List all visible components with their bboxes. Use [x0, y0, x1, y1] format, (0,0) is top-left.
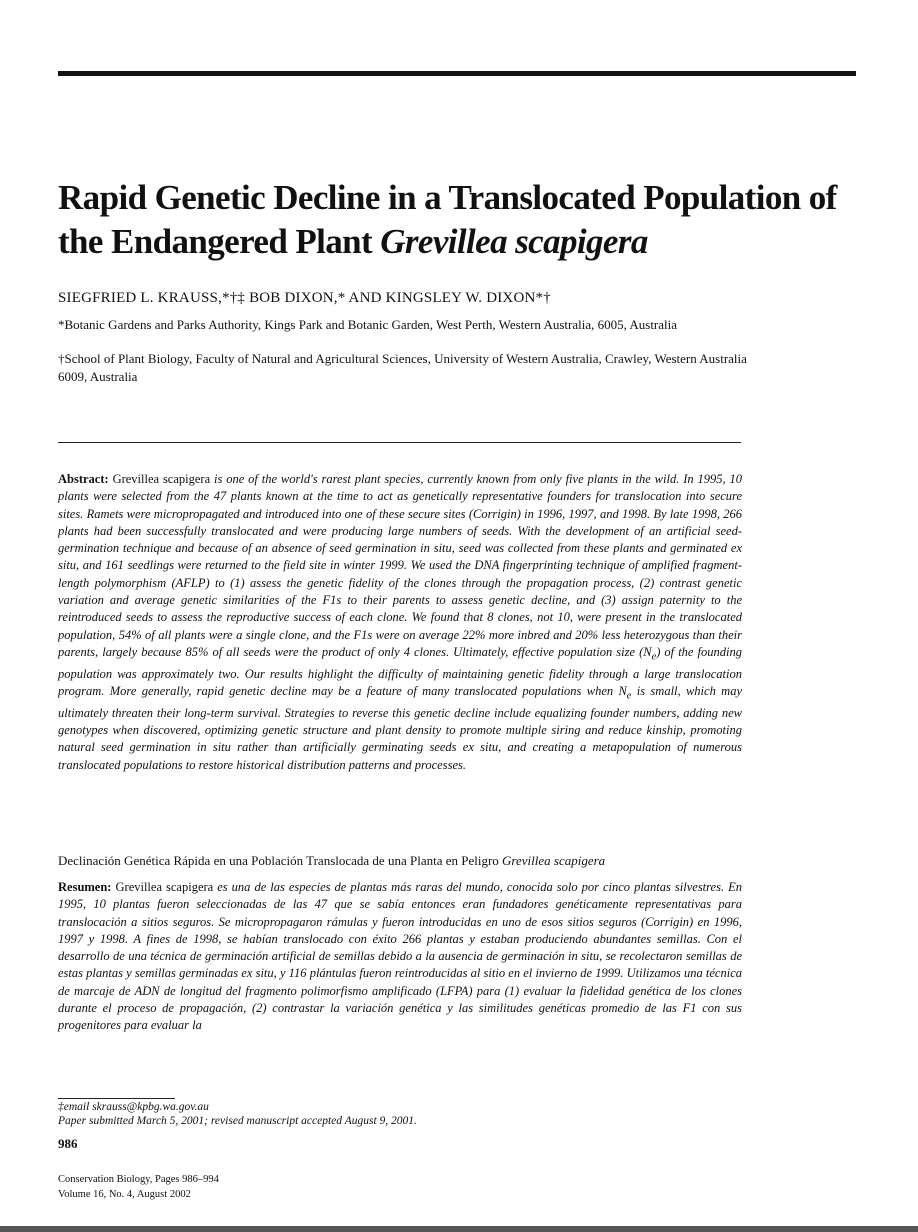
- abstract-text-1: is one of the world's rarest plant species, currently known from only five plants in the wild. In 1995, 10 plants were selected from the 47 plants known at the time to act as genetically representative founders for translocation into secure sites. Ramets were micropropagated and introduced into one of these secure sites (Corrigin) in 1996, 1997, and 1998. By late 1998, 266 plants had been successfully translocated and were producing large numbers of seeds. With the development of an artificial seed-germination technique and because of an absence of seed germination in situ, seed was collected from these plants and germinated ex situ, and 161 seedlings were returned to the field site in winter 1999. We used the DNA fingerprinting technique of amplified fragment-length polymorphism (AFLP) to (1) assess the genetic fidelity of the clones through the propagation process, (2) contrast genetic variation and average genetic similarities of the F1s to their parents to assess genetic decline, and (3) assign paternity to the reintroduced seeds to assess the reproductive success of each clone. We found that 8 clones, not 10, were present in the translocated population, 54% of all plants were a single clone, and the F1s were on average 22% more inbred and 20% less heterozygous than their parents, largely because 85% of all seeds were the product of only 4 clones. Ultimately, effective population size (N: [58, 472, 742, 659]
- author-list: SIEGFRIED L. KRAUSS,*†‡ BOB DIXON,* AND KINGSLEY W. DIXON*†: [58, 290, 551, 306]
- resumen-label: Resumen:: [58, 880, 112, 894]
- resumen-text: es una de las especies de plantas más raras del mundo, conocida solo por cinco plantas silvestres. En 1995, 10 plantas fueron seleccionadas de las 47 que se sabía entonces eran fundadores genéticamente representativas para translocación a sitios seguros. Se micropropagaron rámulas y fueron introducidas en uno de esos sitios seguros (Corrigin) en 1996, 1997 y 1998. A fines de 1998, se habían translocado con éxito 266 plantas y estaban produciendo abundantes semillas. Con el desarrollo de una técnica de germinación artificial de semillas debido a la ausencia de germinación in situ, se recolectaron semillas de estas plantas y semillas germinadas ex situ, y 116 plántulas fueron reintroducidas al sitio en el invierno de 1999. Utilizamos una técnica de marcaje de ADN de longitud del fragmento polimorfismo amplificado (LFPA) para (1) evaluar la fidelidad genética de los clones durante el proceso de propagación, (2) contrastar la variación genética y las similitudes genéticas promedio de las F1 con sus progenitores para evaluar la: [58, 880, 742, 1033]
- abstract-label: Abstract:: [58, 472, 109, 486]
- affiliation-uwa: †School of Plant Biology, Faculty of Natural and Agricultural Sciences, University of Western Australia, Crawley, Western Australia 6009, Australia: [58, 351, 747, 384]
- page-number: 986: [58, 1136, 78, 1151]
- spanish-title-main: Declinación Genética Rápida en una Población Translocada de una Planta en Peligro: [58, 853, 503, 868]
- footnote-rule: [58, 1098, 175, 1099]
- ne-subscript-2: e: [626, 690, 632, 702]
- article-title-species: Grevillea scapigera: [380, 222, 648, 261]
- affiliation-botanic-gardens: *Botanic Gardens and Parks Authority, Kings Park and Botanic Garden, West Perth, Western Australia, 6005, Australia: [58, 317, 678, 332]
- spanish-title-species: Grevillea scapigera: [502, 853, 606, 868]
- article-title: [58, 176, 888, 264]
- footnote-submission: Paper submitted March 5, 2001; revised manuscript accepted August 9, 2001.: [58, 1115, 417, 1127]
- viewer-bottom-bar: [0, 1226, 918, 1232]
- spanish-title: [58, 853, 758, 869]
- ne-subscript-1: e: [651, 651, 657, 663]
- abstract-english: [58, 471, 742, 774]
- abstract-spanish: [58, 879, 742, 1035]
- article-title-main: Rapid Genetic Decline in a Translocated Population of the Endangered Plant: [58, 178, 837, 261]
- footnote-email: ‡email skrauss@kpbg.wa.gov.au: [58, 1101, 209, 1113]
- journal-citation: Conservation Biology, Pages 986–994: [58, 1174, 219, 1185]
- resumen-species: Grevillea scapigera: [115, 880, 214, 894]
- abstract-text-3: is small, which may ultimately threaten their long-term survival. Strategies to reverse this genetic decline include equalizing founder numbers, adding new genotypes when discovered, optimizing genetic structure and plant density to promote multiple siring and reduce kinship, promoting natural seed germination in situ rather than artificially germinating seeds ex situ, and creating a metapopulation of numerous translocated populations to restore historical distribution patterns and processes.: [58, 684, 742, 772]
- section-divider: [58, 442, 741, 443]
- journal-volume: Volume 16, No. 4, August 2002: [58, 1189, 191, 1200]
- top-rule: [58, 71, 856, 76]
- abstract-text-2: ) of the founding population was approximately two. Our results highlight the difficulty of maintaining genetic fidelity through a large translocation program. More generally, rapid genetic decline may be a feature of many translocated populations when N: [58, 644, 742, 699]
- abstract-species: Grevillea scapigera: [112, 472, 211, 486]
